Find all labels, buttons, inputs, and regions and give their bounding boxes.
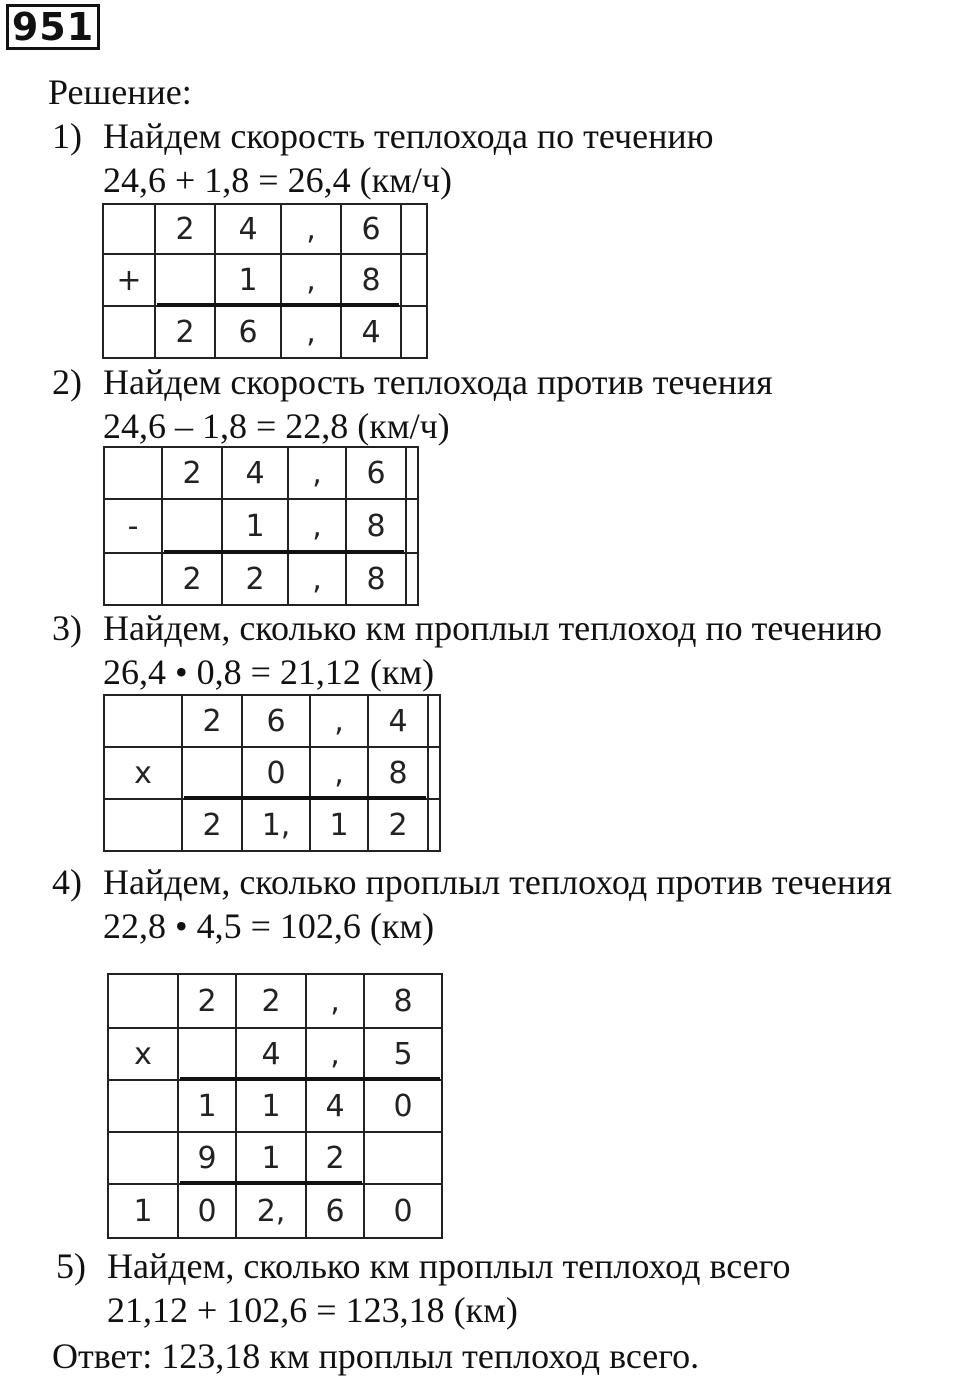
- grid-row: [103, 254, 427, 306]
- grid-row: [103, 306, 427, 358]
- step-3-formula: 26,4 • 0,8 = 21,12 (км): [103, 652, 435, 692]
- step-5-formula: 21,12 + 102,6 = 123,18 (км): [107, 1290, 518, 1330]
- grid-cell: 8: [346, 553, 406, 605]
- grid-row: [104, 553, 418, 605]
- grid-cell: [428, 695, 440, 747]
- grid-cell: [401, 306, 427, 358]
- grid-cell: [108, 974, 178, 1028]
- grid-cell: 6: [341, 204, 401, 254]
- grid-cell: 2: [162, 553, 222, 605]
- grid-cell: 1: [215, 254, 281, 306]
- grid-cell: 6: [306, 1184, 364, 1238]
- step-3-title: Найдем, сколько км проплыл теплоход по течению: [103, 608, 882, 648]
- grid-cell: x: [108, 1028, 178, 1080]
- result-line: [180, 1077, 440, 1081]
- grid-cell: ,: [288, 553, 346, 605]
- grid-cell: x: [104, 747, 182, 799]
- grid-row: [104, 447, 418, 499]
- grid-cell: 1: [236, 1132, 306, 1184]
- grid-cell: [401, 254, 427, 306]
- answer: Ответ: 123,18 км проплыл теплоход всего.: [52, 1336, 700, 1376]
- grid-cell: ,: [281, 254, 341, 306]
- grid-cell: [108, 1080, 178, 1132]
- grid-cell: [428, 799, 440, 851]
- grid-cell: 2: [236, 974, 306, 1028]
- grid-cell: 2: [162, 447, 222, 499]
- grid-cell: [428, 747, 440, 799]
- result-line: [164, 550, 404, 554]
- step-1-number: 1): [52, 116, 82, 156]
- grid-cell: 2: [222, 553, 288, 605]
- grid-cell: [104, 447, 162, 499]
- step-1-title: Найдем скорость теплохода по течению: [103, 116, 714, 156]
- grid-cell: 0: [242, 747, 310, 799]
- grid-cell: [103, 306, 155, 358]
- grid-cell: [104, 799, 182, 851]
- grid-cell: 1: [108, 1184, 178, 1238]
- grid-cell: ,: [310, 747, 368, 799]
- grid-cell: 1: [222, 499, 288, 553]
- step-4-formula: 22,8 • 4,5 = 102,6 (км): [103, 906, 435, 946]
- grid-cell: 4: [222, 447, 288, 499]
- grid-cell: 4: [215, 204, 281, 254]
- grid-cell: 2: [155, 306, 215, 358]
- grid-row: [104, 747, 440, 799]
- grid-cell: ,: [310, 695, 368, 747]
- grid-cell: 2: [368, 799, 428, 851]
- step-4-column-multiplication: [107, 973, 443, 1239]
- grid-cell: 8: [346, 499, 406, 553]
- grid-row: [103, 204, 427, 254]
- step-2-number: 2): [52, 362, 82, 402]
- grid-cell: 0: [364, 1184, 442, 1238]
- step-2-formula: 24,6 – 1,8 = 22,8 (км/ч): [103, 406, 450, 446]
- grid-cell: [162, 499, 222, 553]
- grid-cell: 8: [364, 974, 442, 1028]
- step-1-formula: 24,6 + 1,8 = 26,4 (км/ч): [103, 160, 452, 200]
- grid-row: [108, 1080, 442, 1132]
- grid-cell: 8: [368, 747, 428, 799]
- grid-cell: 2: [178, 974, 236, 1028]
- step-2-title: Найдем скорость теплохода против течения: [103, 362, 773, 402]
- grid-cell: 2: [182, 695, 242, 747]
- step-3-number: 3): [52, 608, 82, 648]
- grid-row: [104, 695, 440, 747]
- grid-row: [104, 499, 418, 553]
- step-1-column-addition: [102, 203, 428, 359]
- grid-cell: [104, 553, 162, 605]
- grid-cell: -: [104, 499, 162, 553]
- step-3-column-multiplication: [103, 694, 441, 852]
- step-4-number: 4): [52, 862, 82, 902]
- grid-cell: 8: [341, 254, 401, 306]
- grid-cell: 5: [364, 1028, 442, 1080]
- grid-cell: [178, 1028, 236, 1080]
- grid-cell: [103, 204, 155, 254]
- grid-cell: ,: [281, 306, 341, 358]
- grid-cell: 4: [368, 695, 428, 747]
- grid-cell: [364, 1132, 442, 1184]
- grid-cell: 0: [364, 1080, 442, 1132]
- grid-cell: [108, 1132, 178, 1184]
- grid-cell: [401, 204, 427, 254]
- grid-row: [108, 1028, 442, 1080]
- grid-cell: 2: [182, 799, 242, 851]
- grid-cell: [406, 553, 418, 605]
- grid-cell: [406, 499, 418, 553]
- result-line: [184, 796, 426, 800]
- grid-cell: 1: [178, 1080, 236, 1132]
- grid-cell: 2: [306, 1132, 364, 1184]
- grid-cell: 6: [215, 306, 281, 358]
- step-5-number: 5): [56, 1246, 86, 1286]
- grid-cell: ,: [306, 974, 364, 1028]
- task-number: 951: [6, 4, 100, 50]
- solution-heading: Решение:: [48, 72, 192, 112]
- step-2-column-subtraction: [103, 446, 419, 606]
- grid-cell: 4: [236, 1028, 306, 1080]
- grid-row: [108, 1132, 442, 1184]
- grid-cell: 2: [155, 204, 215, 254]
- grid-row: [108, 974, 442, 1028]
- grid-cell: [182, 747, 242, 799]
- grid-cell: 1: [236, 1080, 306, 1132]
- grid-cell: ,: [288, 447, 346, 499]
- grid-cell: 4: [341, 306, 401, 358]
- grid-cell: [406, 447, 418, 499]
- grid-cell: 4: [306, 1080, 364, 1132]
- grid-cell: 6: [242, 695, 310, 747]
- grid-cell: 0: [178, 1184, 236, 1238]
- grid-cell: ,: [288, 499, 346, 553]
- grid-cell: [155, 254, 215, 306]
- grid-cell: ,: [306, 1028, 364, 1080]
- grid-cell: +: [103, 254, 155, 306]
- grid-row: [104, 799, 440, 851]
- result-line: [157, 303, 399, 307]
- grid-row: [108, 1184, 442, 1238]
- grid-cell: 2,: [236, 1184, 306, 1238]
- grid-cell: 1,: [242, 799, 310, 851]
- grid-cell: 1: [310, 799, 368, 851]
- grid-cell: [104, 695, 182, 747]
- step-4-title: Найдем, сколько проплыл теплоход против течения: [103, 862, 892, 902]
- grid-cell: 6: [346, 447, 406, 499]
- grid-cell: 9: [178, 1132, 236, 1184]
- result-line: [180, 1181, 362, 1185]
- step-5-title: Найдем, сколько км проплыл теплоход всего: [107, 1246, 791, 1286]
- grid-cell: ,: [281, 204, 341, 254]
